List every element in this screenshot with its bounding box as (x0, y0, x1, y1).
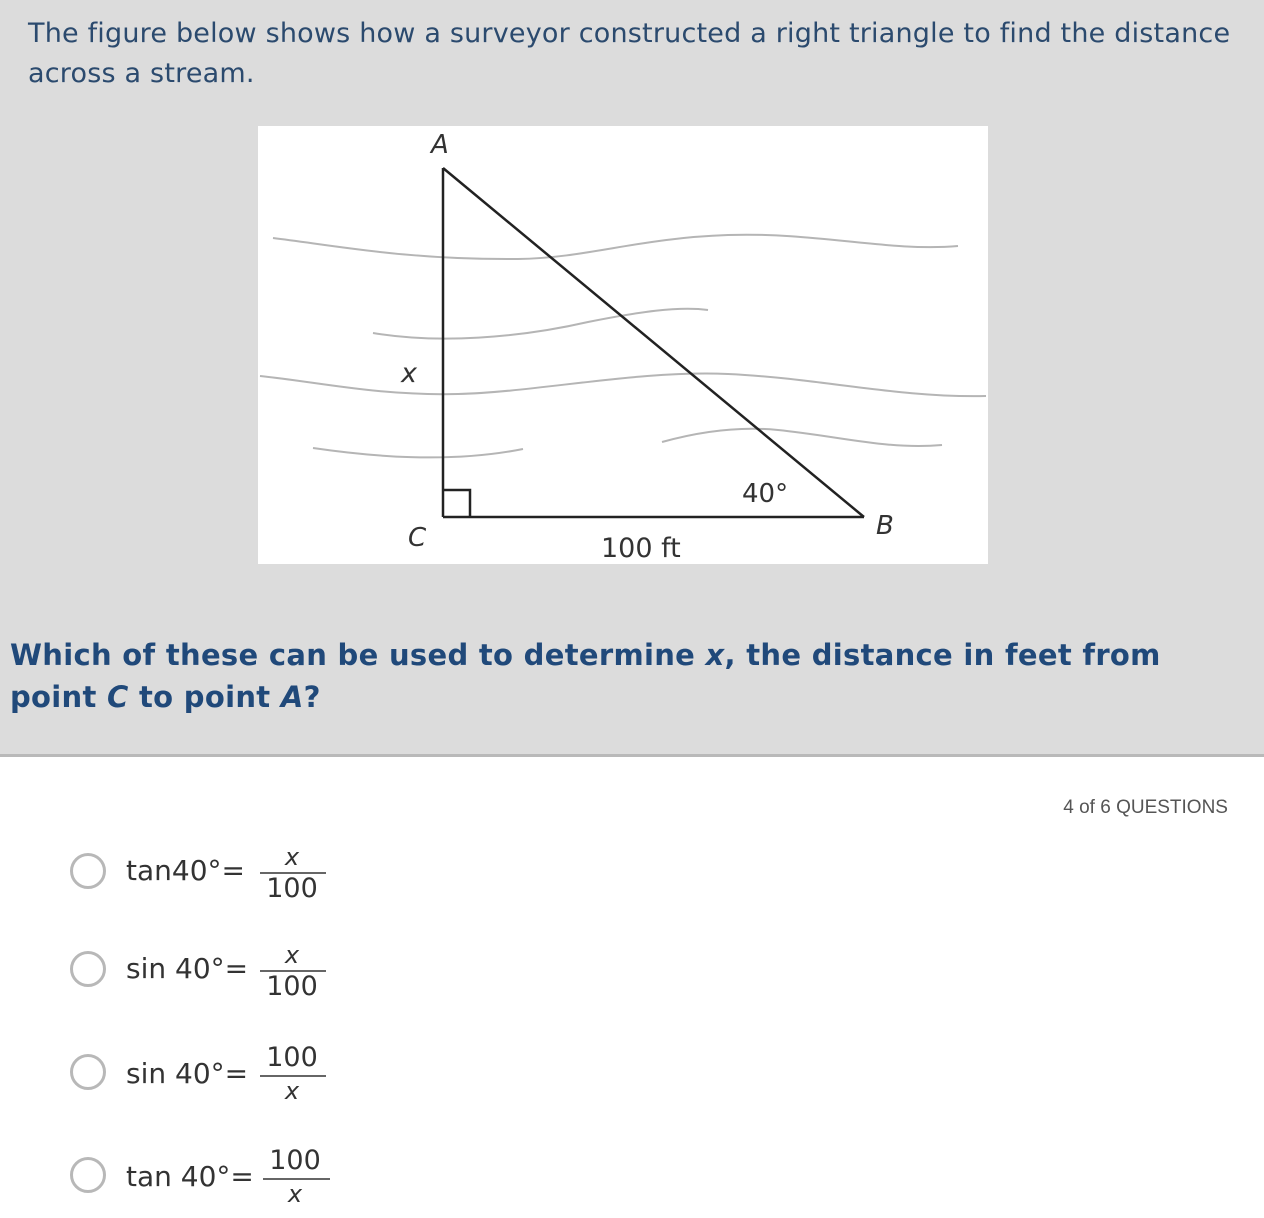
vertex-c-label: C (408, 523, 427, 553)
stream-line (373, 309, 708, 339)
question-progress: 4 of 6 QUESTIONS (1063, 797, 1228, 818)
choice-numerator: x (284, 843, 300, 871)
vertex-a-label: A (431, 130, 449, 160)
angle-label: 40° (742, 479, 789, 509)
base-label: 100 ft (601, 533, 681, 564)
prompt-part: to point (128, 680, 281, 714)
choice-lhs: tan40°= (126, 854, 245, 887)
choice-numerator: x (284, 941, 300, 969)
prompt-variable-x: x (705, 638, 725, 672)
choice-formula (120, 929, 400, 1009)
prompt-part: Which of these can be used to determine (10, 638, 706, 672)
question-prompt (10, 634, 1250, 718)
radio-button[interactable] (70, 951, 106, 987)
choice-formula (120, 831, 400, 911)
question-intro: The figure below shows how a surveyor constructed a right triangle to find the distance across a stream. (28, 18, 1231, 89)
stream-line (662, 429, 942, 446)
choice-denominator: 100 (266, 971, 318, 1002)
answer-choice-3[interactable] (70, 1032, 470, 1112)
choice-numerator: 100 (266, 1042, 318, 1073)
choice-lhs: tan 40°= (126, 1160, 254, 1193)
choice-lhs: sin 40°= (126, 1057, 249, 1090)
prompt-point-c: C (107, 680, 129, 714)
answer-choice-4[interactable] (70, 1135, 470, 1215)
prompt-part: ? (303, 680, 321, 714)
stream-line (273, 235, 958, 259)
prompt-part: , the distance in feet from point (10, 638, 1161, 714)
choice-lhs: sin 40°= (126, 952, 249, 985)
radio-button[interactable] (70, 1054, 106, 1090)
stream-line (313, 448, 523, 457)
choice-numerator: 100 (269, 1145, 321, 1176)
answer-choice-2[interactable] (70, 929, 470, 1009)
choice-denominator: 100 (266, 873, 318, 904)
hypotenuse-ab (443, 168, 864, 517)
vertex-b-label: B (876, 511, 894, 541)
right-angle-mark (443, 490, 470, 517)
side-x-label: x (401, 358, 417, 389)
stream-line (260, 374, 986, 397)
choice-formula (120, 1032, 400, 1112)
triangle-diagram (258, 126, 988, 564)
choice-denominator: x (284, 1077, 300, 1105)
answer-choice-1[interactable] (70, 831, 470, 911)
radio-button[interactable] (70, 853, 106, 889)
radio-button[interactable] (70, 1157, 106, 1193)
choice-formula (120, 1135, 400, 1215)
choice-denominator: x (287, 1180, 303, 1208)
prompt-point-a: A (280, 680, 304, 714)
triangle-figure (258, 126, 988, 564)
